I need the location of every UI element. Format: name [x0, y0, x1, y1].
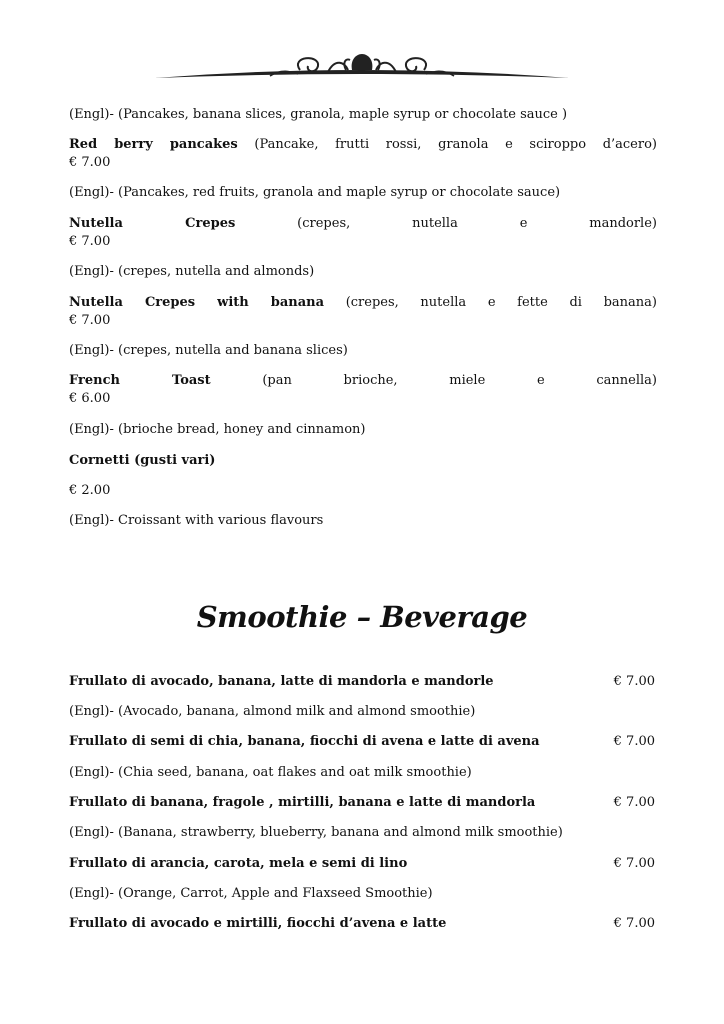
item-name: Frullato di banana, fragole , mirtilli, banana e latte di mandorla: [69, 795, 536, 810]
engl-description: (Engl)- (crepes, nutella and banana slices): [69, 343, 348, 358]
item-price: € 7.00: [69, 234, 111, 249]
engl-description: (Engl)- (Chia seed, banana, oat flakes and oat milk smoothie): [69, 765, 472, 780]
item-price: € 2.00: [69, 483, 111, 498]
item-price: € 7.00: [613, 856, 655, 871]
menu-item-nutella-crepes-banana: [69, 294, 657, 312]
engl-description: (Engl)- (crepes, nutella and almonds): [69, 264, 315, 279]
item-name: Red berry pancakes: [69, 137, 238, 152]
item-name: Nutella Crepes: [69, 216, 236, 231]
item-price: € 7.00: [69, 155, 111, 170]
flourish-ornament-icon: [150, 48, 574, 88]
smoothie-item: [69, 794, 655, 812]
item-name: Frullato di arancia, carota, mela e semi di lino: [69, 856, 408, 871]
item-name: Cornetti (gusti vari): [69, 453, 216, 468]
item-description: (Pancake, frutti rossi, granola e sciroppo d’acero): [254, 137, 657, 152]
item-price: € 7.00: [69, 313, 111, 328]
item-price: € 7.00: [613, 795, 655, 810]
item-name: Frullato di avocado e mirtilli, fiocchi d’avena e latte: [69, 916, 447, 931]
engl-description: (Engl)- (Pancakes, red fruits, granola and maple syrup or chocolate sauce): [69, 185, 561, 200]
smoothie-item: [69, 733, 655, 751]
item-name: Frullato di semi di chia, banana, fiocchi di avena e latte di avena: [69, 734, 540, 749]
menu-item-french-toast: [69, 372, 657, 390]
section-title: Smoothie – Beverage: [196, 600, 528, 634]
item-price: € 7.00: [613, 674, 655, 689]
item-name: French Toast: [69, 373, 211, 388]
engl-description: (Engl)- (Banana, strawberry, blueberry, banana and almond milk smoothie): [69, 825, 563, 840]
menu-item-red-berry-pancakes: [69, 136, 657, 154]
item-price: € 7.00: [613, 734, 655, 749]
menu-item-cornetti: [69, 452, 657, 470]
engl-description: (Engl)- Croissant with various flavours: [69, 513, 324, 528]
engl-description: (Engl)- (Orange, Carrot, Apple and Flaxseed Smoothie): [69, 886, 433, 901]
engl-description: (Engl)- (Avocado, banana, almond milk and almond smoothie): [69, 704, 476, 719]
menu-item-nutella-crepes: [69, 215, 657, 233]
engl-description: (Engl)- (brioche bread, honey and cinnamon): [69, 422, 366, 437]
item-description: (crepes, nutella e mandorle): [297, 216, 657, 231]
smoothie-item: [69, 915, 655, 933]
item-name: Nutella Crepes with banana: [69, 295, 325, 310]
item-price: € 6.00: [69, 391, 111, 406]
smoothie-item: [69, 855, 655, 873]
smoothie-item: [69, 673, 655, 691]
item-description: (pan brioche, miele e cannella): [262, 373, 657, 388]
item-name: Frullato di avocado, banana, latte di mandorla e mandorle: [69, 674, 494, 689]
engl-description: (Engl)- (Pancakes, banana slices, granola, maple syrup or chocolate sauce ): [69, 107, 568, 122]
item-price: € 7.00: [613, 916, 655, 931]
item-description: (crepes, nutella e fette di banana): [345, 295, 657, 310]
